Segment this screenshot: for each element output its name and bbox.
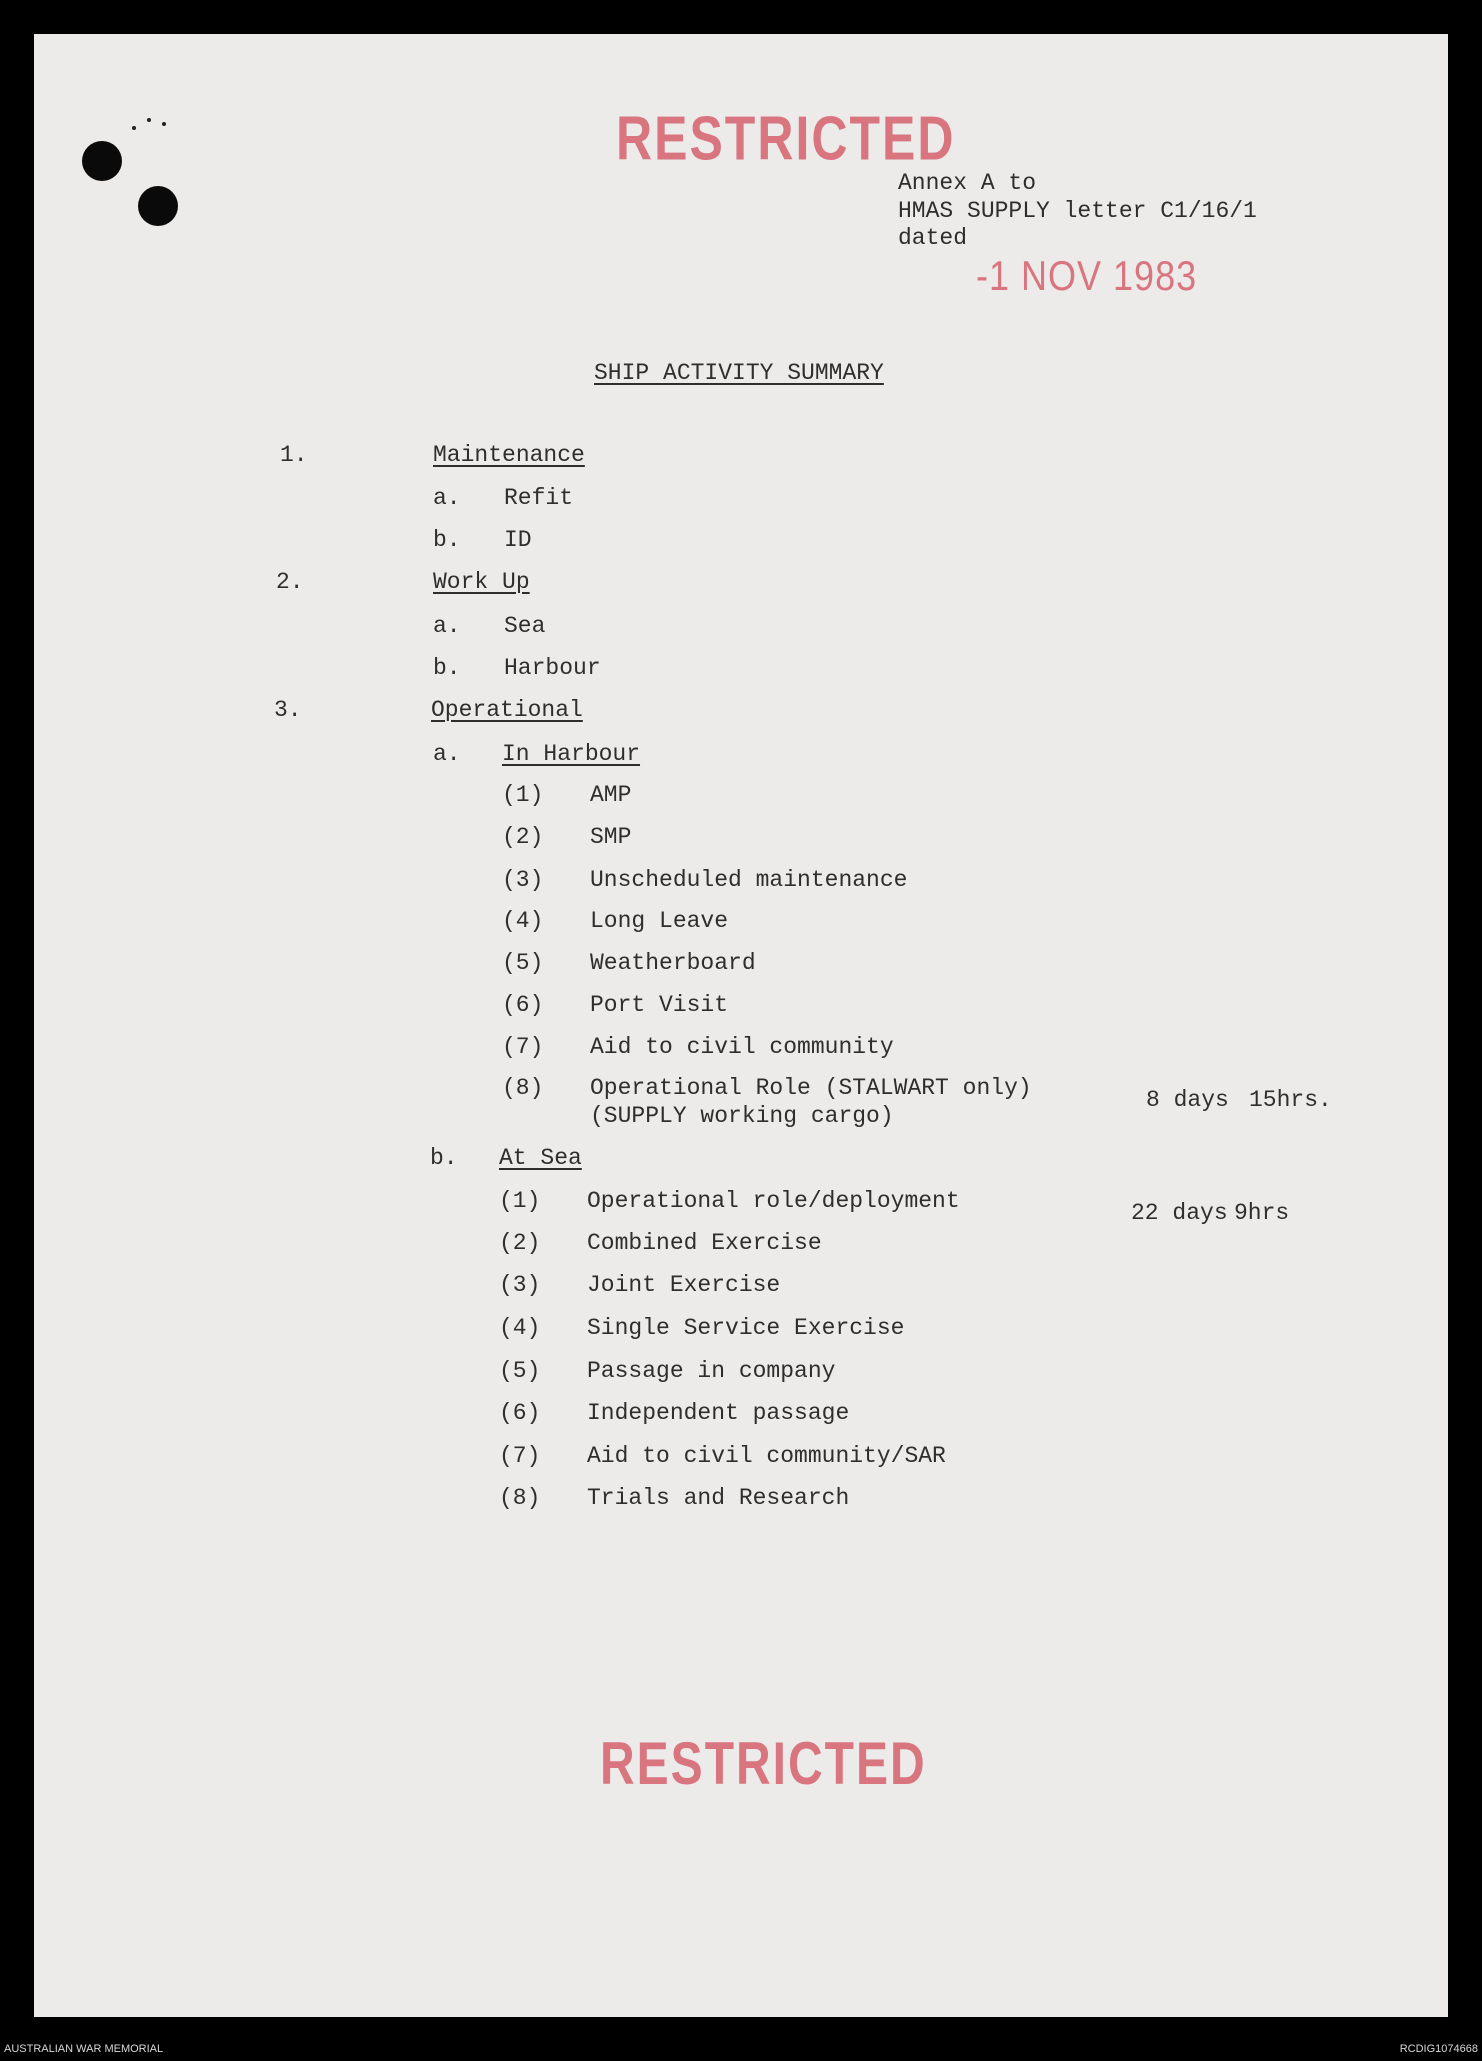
item-days: 22 days [1131,1200,1228,1226]
sub-letter: a. [433,485,461,511]
sub-label: Sea [504,613,546,639]
item-label: Aid to civil community/SAR [587,1443,946,1469]
item-number: (3) [502,867,544,893]
section-heading: Maintenance [433,442,585,468]
item-label: Port Visit [590,992,729,1018]
section-heading: Work Up [433,569,530,595]
item-number: (5) [502,950,544,976]
item-number: (2) [499,1230,541,1256]
punch-hole [138,186,178,226]
sub-letter: a. [433,741,461,767]
item-label: Weatherboard [590,950,756,976]
item-days: 8 days [1146,1087,1229,1113]
item-number: (6) [499,1400,541,1426]
item-number: (7) [499,1443,541,1469]
item-label: Long Leave [590,908,729,934]
restricted-stamp-bottom: RESTRICTED [600,1731,927,1798]
section-number: 1. [280,442,308,468]
section-heading: Operational [431,697,583,723]
subsection-heading: At Sea [499,1145,582,1171]
item-label: Trials and Research [587,1485,850,1511]
item-number: (5) [499,1358,541,1384]
item-label: SMP [590,824,632,850]
item-label: AMP [590,782,632,808]
page-title: SHIP ACTIVITY SUMMARY [594,360,884,386]
speck [132,126,136,130]
section-number: 2. [276,569,304,595]
speck [147,118,151,122]
item-number: (7) [502,1034,544,1060]
annex-line-3: dated [898,225,968,251]
item-number: (2) [502,824,544,850]
document-page [34,34,1448,2017]
item-label: Independent passage [587,1400,850,1426]
sub-label: Refit [504,485,574,511]
subsection-heading: In Harbour [502,741,641,767]
item-number: (8) [499,1485,541,1511]
item-label-line-2: (SUPPLY working cargo) [590,1103,894,1129]
item-label: Aid to civil community [590,1034,894,1060]
item-label: Single Service Exercise [587,1315,905,1341]
sub-letter: b. [433,527,461,553]
archive-id: RCDIG1074668 [1399,2043,1478,2055]
item-label: Operational Role (STALWART only) [590,1075,1032,1101]
sub-letter: a. [433,613,461,639]
annex-line-2: HMAS SUPPLY letter C1/16/1 [898,198,1257,224]
section-number: 3. [274,697,302,723]
sub-label: ID [504,527,532,553]
sub-letter: b. [430,1145,458,1171]
item-label: Operational role/deployment [587,1188,960,1214]
item-number: (4) [499,1315,541,1341]
annex-line-1: Annex A to [898,170,1037,196]
item-number: (4) [502,908,544,934]
item-number: (1) [502,782,544,808]
item-hours: 9hrs [1234,1200,1290,1226]
sub-label: Harbour [504,655,601,681]
restricted-stamp-top: RESTRICTED [616,103,956,174]
item-number: (6) [502,992,544,1018]
item-hours: 15hrs. [1249,1087,1332,1113]
punch-hole [82,141,122,181]
speck [162,122,166,126]
item-label: Unscheduled maintenance [590,867,908,893]
item-number: (1) [499,1188,541,1214]
item-label: Combined Exercise [587,1230,822,1256]
item-label: Passage in company [587,1358,836,1384]
item-label: Joint Exercise [587,1272,781,1298]
item-number: (3) [499,1272,541,1298]
item-number: (8) [502,1075,544,1101]
sub-letter: b. [433,655,461,681]
date-stamp: -1 NOV 1983 [976,252,1198,300]
archive-credit: AUSTRALIAN WAR MEMORIAL [4,2043,164,2055]
